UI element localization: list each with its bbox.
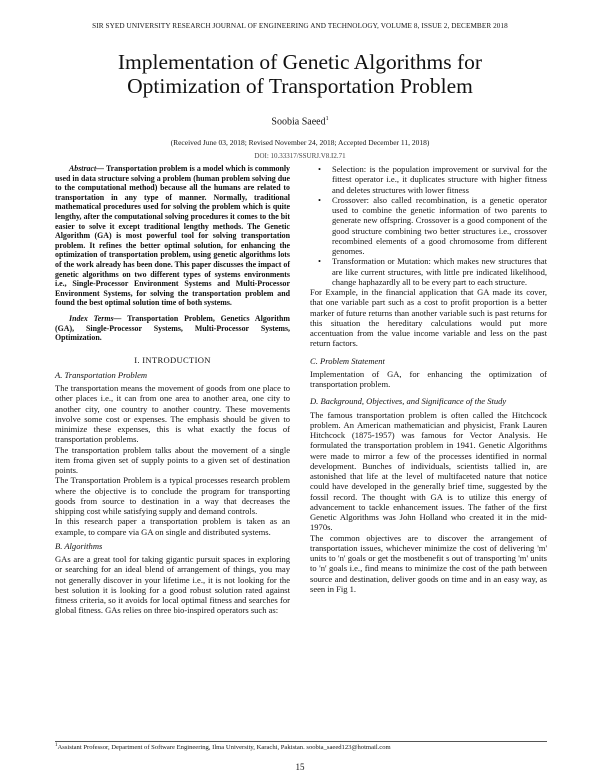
- paragraph: The Transportation Problem is a typical processes research problem where the objective is to conclude the program for transporting goods from source to destination in a way that decreases the shipping cost while satisfying supply and demand controls.: [55, 475, 290, 517]
- left-column: [55, 164, 290, 616]
- title-line-2: Optimization of Transportation Problem: [127, 74, 473, 98]
- subsection-heading-algorithms: B. Algorithms: [55, 540, 103, 551]
- paragraph: The transportation means the movement of goods from one place to other places i.e., it can from one area to another area, one city to another city, one country to another country. These movements involve some cost or expenses. The emphasis should be given to minimize these expenses, this is what exactly the focus of transportation problems.: [55, 383, 290, 445]
- operator-list: [310, 164, 547, 287]
- list-item-text: Crossover: also called recombination, is a genetic operator used to combine the genetic information of two parents to generate new offspring. Crossover is a good component of the good structure combining two better structures i.e., crossover recombined elements of a good chromosome from different genomes.: [332, 194, 547, 256]
- index-terms-text: Transportation Problem, Genetics Algorithm (GA), Single-Processor Systems, Multi-Processor Systems, Optimization.: [55, 313, 290, 343]
- abstract: [55, 164, 290, 308]
- paragraph: For Example, in the financial application that GA made its cover, that one variable part such as a cost to profit proportion is a better marker of future returns than another variable such is past returns for this situation the hereditary calculations would put more accentuation from the value income variable and less on the past return factors.: [310, 287, 547, 349]
- paragraph: In this research paper a transportation problem is taken as an example, to compare via GA on single and distributed systems.: [55, 516, 290, 537]
- index-terms: [55, 314, 290, 343]
- paragraph: The transportation problem talks about the movement of a single item froma given set of supply points to a given set of destination points.: [55, 444, 290, 476]
- bullet-icon: •: [318, 194, 321, 205]
- paragraph: The common objectives are to discover the arrangement of transportation issues, whichever minimize the cost of delivering 'm' units to 'n' goals or get the mostbenefit s out of transporting 'm' units to 'n' goals i.e., find means to minimize the cost of the path between source and destination, deliver goods on time and in an easy way, as seen in Fig 1.: [310, 532, 547, 594]
- list-item: [318, 164, 547, 195]
- list-item: [318, 256, 547, 287]
- author-text: Soobia Saeed: [271, 116, 326, 128]
- bullet-icon: •: [318, 164, 321, 174]
- author-footnote-mark: 1: [325, 116, 329, 122]
- abstract-label: Abstract—: [69, 164, 105, 173]
- footnote: [55, 743, 555, 751]
- abstract-text: Transportation problem is a model which is commonly used in data structure solving a problem (human problem solving due to the computational method) because all the humans are related to transportation in any type of manner. Normally, traditional mathematical procedures used for solving the problem which is quite lengthy, after the computational solving procedures it comes to the bit easier to solve it except traditional lengthy methods. The Genetic Algorithm (GA) is most powerful tool for solving transportation problem. It refines the better optimal solution, for enhancing the optimization of transportation problem, using genetic algorithms lots of the work already has been done. This paper discusses the impact of genetic algorithms on two different types of systems environments i.e., Single-Processor Environment Systems and Multi-Processor Environment Systems, for solving the transportation problem and found the best optimal solution time of both systems.: [55, 164, 290, 308]
- list-item-text: Selection: is the population improvement or survival for the fittest operator i.e., it duplicates structure with higher fitness and deletes structures with lower fitness: [332, 164, 547, 195]
- paragraph: GAs are a great tool for taking gigantic pursuit spaces in exploring or searching for an ideal blend of arrangement of things, you may not generally discover in your lifetime i.e., it is not looking for the best solution it is looking for a good robust solution rated against fitness criteria, so it avoids for local optimal fitness and searches for global fitness. GAs relies on three bio-inspired operators such as:: [55, 554, 290, 616]
- page-number: 15: [295, 762, 305, 772]
- subsection-heading-transportation-problem: A. Transportation Problem: [55, 369, 148, 380]
- subsection-heading-background: D. Background, Objectives, and Significance of the Study: [310, 396, 507, 407]
- doi[interactable]: DOI: 10.33317/SSURJ.V8.I2.71: [254, 152, 346, 160]
- list-item-text: Transformation or Mutation: which makes new structures that are like current structures, with little pre indicated likelihood, change haphazardly all to be every part to each structure.: [332, 256, 547, 287]
- footnote-divider: [55, 741, 547, 742]
- index-terms-label: Index Terms—: [69, 313, 122, 323]
- footnote-text: Assistant Professor, Department of Software Engineering, Ilma University, Karachi, Pakistan. soobia_saeed123@hotmail.com: [57, 744, 391, 752]
- subsection-heading-problem-statement: C. Problem Statement: [310, 355, 385, 366]
- paper-title: [40, 50, 560, 98]
- section-heading-introduction: I. INTRODUCTION: [134, 354, 211, 365]
- paragraph: The famous transportation problem is often called the Hitchcock problem. An American mathematician and physicist, Frank Lauren Hitchcock (1875-1957) was famous for Vector Analysis. He formulated the transportation problem in 1941. Genetic Algorithms were made to mirror a few of the processes identified in normal development. Bunches of individuals, scientists tallied in, are astonished that life at the level of multifaceted nature that notice could have developed in the generally brief time, suggested by the fossil record. The thought with GA is to utilize this energy of advancement to tackle enhancement issues. The father of the first Genetic Algorithms was John Holland who created it in the mid-1970s.: [310, 409, 547, 533]
- paragraph: Implementation of GA, for enhancing the optimization of transportation problem.: [310, 368, 547, 389]
- list-item: [318, 194, 547, 257]
- title-line-1: Implementation of Genetic Algorithms for: [117, 50, 483, 74]
- submission-dates: (Received June 03, 2018; Revised November 24, 2018; Accepted December 11, 2018): [170, 138, 430, 147]
- footnote-mark: 1: [55, 743, 58, 748]
- journal-header: SIR SYED UNIVERSITY RESEARCH JOURNAL OF ENGINEERING AND TECHNOLOGY, VOLUME 8, ISSUE 2, DECEMBER 2018: [92, 22, 508, 30]
- right-column: [310, 164, 547, 594]
- bullet-icon: •: [318, 256, 321, 267]
- author-name: [0, 116, 600, 127]
